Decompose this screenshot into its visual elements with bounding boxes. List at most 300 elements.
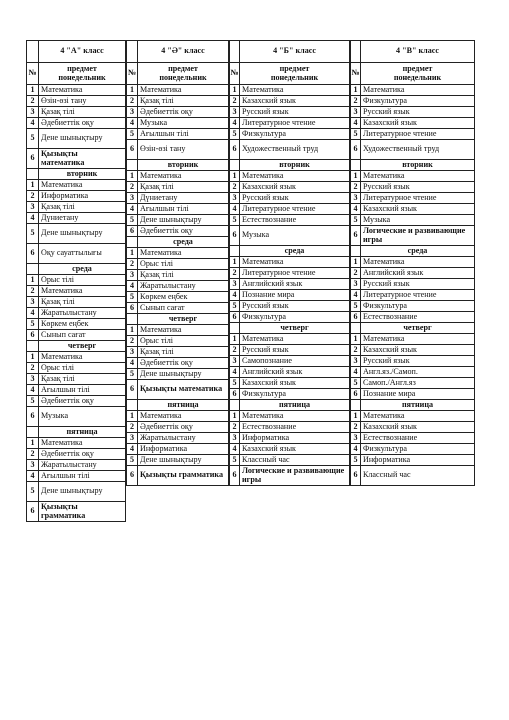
lesson-subject: Физкультура bbox=[361, 301, 475, 312]
lesson-number: 1 bbox=[351, 85, 361, 96]
lesson-number: 3 bbox=[351, 193, 361, 204]
class-4ae-schedule bbox=[126, 40, 229, 486]
subject-header bbox=[39, 63, 126, 85]
lesson-subject: Көркем еңбек bbox=[138, 292, 229, 303]
lesson-row bbox=[127, 129, 229, 140]
lesson-row bbox=[127, 226, 229, 237]
lesson-number: 5 bbox=[27, 224, 39, 244]
lesson-row bbox=[351, 107, 475, 118]
lesson-row bbox=[230, 107, 350, 118]
subject-label: предмет bbox=[67, 64, 97, 74]
lesson-subject: Математика bbox=[240, 257, 350, 268]
lesson-number: 2 bbox=[127, 336, 138, 347]
lesson-number: 1 bbox=[230, 85, 240, 96]
lesson-number: 4 bbox=[230, 204, 240, 215]
lesson-number: 1 bbox=[351, 411, 361, 422]
lesson-subject: Математика bbox=[240, 334, 350, 345]
lesson-subject: Математика bbox=[138, 85, 229, 96]
subject-label: предмет bbox=[168, 64, 198, 74]
lesson-subject: Русский язык bbox=[240, 301, 350, 312]
lesson-subject: Сынып сағат bbox=[39, 330, 126, 341]
day-header-row bbox=[351, 400, 475, 411]
lesson-number: 2 bbox=[230, 268, 240, 279]
lesson-number: 2 bbox=[27, 191, 39, 202]
lesson-number: 4 bbox=[27, 385, 39, 396]
lesson-number: 2 bbox=[127, 259, 138, 270]
lesson-number: 3 bbox=[230, 107, 240, 118]
lesson-row bbox=[27, 149, 126, 169]
lesson-row bbox=[27, 319, 126, 330]
day-spacer bbox=[27, 427, 39, 438]
lesson-row bbox=[230, 215, 350, 226]
lesson-subject: Литературное чтение bbox=[361, 193, 475, 204]
lesson-number: 6 bbox=[27, 244, 39, 264]
lesson-row bbox=[351, 129, 475, 140]
lesson-subject: Қазақ тілі bbox=[138, 347, 229, 358]
lesson-number: 4 bbox=[127, 118, 138, 129]
lesson-subject: Математика bbox=[39, 438, 126, 449]
day-label: четверг bbox=[138, 314, 229, 325]
day-header-row bbox=[27, 427, 126, 438]
lesson-row bbox=[351, 422, 475, 433]
day-header-row bbox=[351, 323, 475, 334]
lesson-subject: Қазақ тілі bbox=[138, 270, 229, 281]
lesson-subject: Дене шынықтыру bbox=[138, 455, 229, 466]
lesson-row bbox=[351, 85, 475, 96]
lesson-subject: Логические и развивающие игры bbox=[240, 466, 350, 486]
lesson-row bbox=[27, 213, 126, 224]
lesson-row bbox=[127, 281, 229, 292]
lesson-subject: Дене шынықтыру bbox=[39, 224, 126, 244]
lesson-row bbox=[127, 270, 229, 281]
lesson-row bbox=[27, 385, 126, 396]
lesson-subject: Казахский язык bbox=[240, 96, 350, 107]
lesson-row bbox=[127, 336, 229, 347]
title-spacer bbox=[127, 41, 138, 63]
lesson-subject: Музыка bbox=[240, 226, 350, 246]
lesson-subject: Познание мира bbox=[240, 290, 350, 301]
lesson-subject: Математика bbox=[240, 411, 350, 422]
lesson-row bbox=[27, 118, 126, 129]
day-spacer bbox=[127, 314, 138, 325]
lesson-subject: Орыс тілі bbox=[138, 259, 229, 270]
lesson-subject: Математика bbox=[138, 248, 229, 259]
day-label: четверг bbox=[39, 341, 126, 352]
lesson-number: 5 bbox=[127, 455, 138, 466]
day-label: четверг bbox=[240, 323, 350, 334]
lesson-number: 1 bbox=[27, 85, 39, 96]
lesson-subject: Математика bbox=[361, 411, 475, 422]
lesson-row bbox=[27, 502, 126, 522]
day-label: пятница bbox=[361, 400, 475, 411]
lesson-number: 6 bbox=[27, 149, 39, 169]
lesson-number: 5 bbox=[351, 378, 361, 389]
lesson-subject: Әдебиеттік оқу bbox=[39, 396, 126, 407]
lesson-subject: Әдебиеттік оқу bbox=[138, 107, 229, 118]
lesson-subject: Дене шынықтыру bbox=[138, 369, 229, 380]
lesson-number: 4 bbox=[351, 118, 361, 129]
lesson-number: 2 bbox=[127, 422, 138, 433]
number-header: № bbox=[230, 63, 240, 85]
lesson-number: 1 bbox=[127, 85, 138, 96]
day-label: понедельник bbox=[270, 72, 319, 82]
lesson-subject: Художественный труд bbox=[361, 140, 475, 160]
lesson-row bbox=[27, 308, 126, 319]
lesson-subject: Художественный труд bbox=[240, 140, 350, 160]
day-spacer bbox=[351, 323, 361, 334]
lesson-number: 3 bbox=[230, 356, 240, 367]
lesson-number: 4 bbox=[230, 118, 240, 129]
lesson-number: 1 bbox=[27, 275, 39, 286]
lesson-row bbox=[351, 171, 475, 182]
lesson-row bbox=[127, 411, 229, 422]
lesson-number: 6 bbox=[127, 466, 138, 486]
lesson-number: 2 bbox=[127, 182, 138, 193]
lesson-subject: Математика bbox=[361, 85, 475, 96]
lesson-number: 4 bbox=[230, 290, 240, 301]
lesson-number: 5 bbox=[127, 129, 138, 140]
lesson-row bbox=[230, 389, 350, 400]
lesson-row bbox=[230, 433, 350, 444]
day-label: пятница bbox=[138, 400, 229, 411]
lesson-subject: Русский язык bbox=[361, 107, 475, 118]
lesson-number: 3 bbox=[127, 433, 138, 444]
lesson-number: 3 bbox=[230, 279, 240, 290]
lesson-row bbox=[27, 191, 126, 202]
lesson-subject: Музыка bbox=[39, 407, 126, 427]
lesson-subject: Ағылшын тілі bbox=[138, 204, 229, 215]
lesson-row bbox=[230, 268, 350, 279]
day-label: понедельник bbox=[58, 72, 106, 82]
lesson-row bbox=[351, 301, 475, 312]
lesson-subject: Қызықты грамматика bbox=[138, 466, 229, 486]
lesson-row bbox=[127, 107, 229, 118]
lesson-row bbox=[127, 466, 229, 486]
lesson-row bbox=[351, 389, 475, 400]
lesson-subject: Казахский язык bbox=[240, 444, 350, 455]
day-header-row bbox=[127, 400, 229, 411]
lesson-number: 2 bbox=[27, 286, 39, 297]
lesson-number: 2 bbox=[351, 268, 361, 279]
lesson-number: 6 bbox=[351, 466, 361, 486]
column-header-row bbox=[27, 63, 126, 85]
lesson-number: 1 bbox=[230, 257, 240, 268]
day-label: понедельник bbox=[393, 72, 442, 82]
lesson-number: 4 bbox=[351, 444, 361, 455]
lesson-number: 5 bbox=[230, 129, 240, 140]
lesson-subject: Қызықты математика bbox=[138, 380, 229, 400]
lesson-number: 4 bbox=[230, 367, 240, 378]
lesson-row bbox=[230, 171, 350, 182]
lesson-number: 6 bbox=[230, 312, 240, 323]
lesson-number: 5 bbox=[27, 482, 39, 502]
class-title: 4 "В" класс bbox=[361, 41, 475, 63]
lesson-subject: Математика bbox=[138, 411, 229, 422]
day-label: пятница bbox=[39, 427, 126, 438]
lesson-row bbox=[127, 215, 229, 226]
lesson-number: 4 bbox=[351, 204, 361, 215]
lesson-subject: Өзін-өзі тану bbox=[138, 140, 229, 160]
lesson-subject: Русский язык bbox=[240, 345, 350, 356]
lesson-subject: Самопознание bbox=[240, 356, 350, 367]
lesson-row bbox=[27, 96, 126, 107]
lesson-row bbox=[27, 438, 126, 449]
lesson-row bbox=[27, 330, 126, 341]
lesson-number: 2 bbox=[351, 182, 361, 193]
lesson-number: 5 bbox=[27, 319, 39, 330]
day-label: среда bbox=[138, 237, 229, 248]
lesson-row bbox=[351, 279, 475, 290]
lesson-number: 1 bbox=[230, 171, 240, 182]
lesson-subject: Англ.яз./Самоп. bbox=[361, 367, 475, 378]
lesson-subject: Казахский язык bbox=[240, 182, 350, 193]
lesson-subject: Математика bbox=[240, 85, 350, 96]
lesson-row bbox=[230, 118, 350, 129]
lesson-row bbox=[230, 85, 350, 96]
lesson-row bbox=[230, 226, 350, 246]
lesson-row bbox=[351, 96, 475, 107]
day-header-row bbox=[127, 314, 229, 325]
lesson-number: 5 bbox=[27, 396, 39, 407]
lesson-number: 5 bbox=[127, 215, 138, 226]
lesson-number: 1 bbox=[351, 171, 361, 182]
lesson-row bbox=[230, 279, 350, 290]
lesson-number: 2 bbox=[230, 182, 240, 193]
class-4v-schedule bbox=[350, 40, 475, 486]
lesson-row bbox=[127, 96, 229, 107]
lesson-row bbox=[351, 378, 475, 389]
subject-label: предмет bbox=[279, 64, 310, 74]
lesson-number: 4 bbox=[230, 444, 240, 455]
lesson-row bbox=[127, 369, 229, 380]
lesson-subject: Қызықты грамматика bbox=[39, 502, 126, 522]
lesson-row bbox=[127, 303, 229, 314]
lesson-row bbox=[351, 466, 475, 486]
lesson-row bbox=[27, 449, 126, 460]
day-header-row bbox=[351, 160, 475, 171]
lesson-subject: Оқу сауаттылығы bbox=[39, 244, 126, 264]
lesson-subject: Әдебиеттік оқу bbox=[138, 358, 229, 369]
lesson-number: 1 bbox=[230, 411, 240, 422]
lesson-row bbox=[351, 411, 475, 422]
lesson-subject: Қазақ тілі bbox=[39, 202, 126, 213]
lesson-subject: Математика bbox=[39, 85, 126, 96]
lesson-row bbox=[351, 193, 475, 204]
lesson-row bbox=[351, 204, 475, 215]
lesson-row bbox=[127, 292, 229, 303]
lesson-number: 1 bbox=[127, 248, 138, 259]
lesson-subject: Информатика bbox=[39, 191, 126, 202]
lesson-number: 4 bbox=[127, 358, 138, 369]
class-title-row bbox=[351, 41, 475, 63]
subject-header bbox=[138, 63, 229, 85]
lesson-subject: Русский язык bbox=[240, 193, 350, 204]
lesson-subject: Математика bbox=[138, 171, 229, 182]
lesson-number: 2 bbox=[27, 363, 39, 374]
lesson-number: 3 bbox=[27, 107, 39, 118]
lesson-number: 5 bbox=[351, 301, 361, 312]
lesson-number: 6 bbox=[127, 140, 138, 160]
lesson-subject: Русский язык bbox=[361, 182, 475, 193]
day-spacer bbox=[351, 400, 361, 411]
day-label: пятница bbox=[240, 400, 350, 411]
lesson-subject: Классный час bbox=[361, 466, 475, 486]
lesson-number: 6 bbox=[27, 407, 39, 427]
lesson-subject: Дене шынықтыру bbox=[39, 482, 126, 502]
number-header: № bbox=[351, 63, 361, 85]
lesson-number: 6 bbox=[351, 389, 361, 400]
day-label: среда bbox=[240, 246, 350, 257]
day-label: вторник bbox=[138, 160, 229, 171]
lesson-subject: Жаратылыстану bbox=[138, 281, 229, 292]
lesson-row bbox=[127, 433, 229, 444]
title-spacer bbox=[27, 41, 39, 63]
lesson-row bbox=[127, 455, 229, 466]
lesson-row bbox=[351, 182, 475, 193]
lesson-row bbox=[351, 290, 475, 301]
day-spacer bbox=[27, 341, 39, 352]
lesson-row bbox=[351, 356, 475, 367]
number-header: № bbox=[127, 63, 138, 85]
lesson-number: 5 bbox=[127, 369, 138, 380]
lesson-row bbox=[230, 411, 350, 422]
lesson-row bbox=[351, 334, 475, 345]
lesson-number: 1 bbox=[127, 171, 138, 182]
lesson-number: 1 bbox=[351, 257, 361, 268]
lesson-row bbox=[230, 455, 350, 466]
lesson-subject: Английский язык bbox=[240, 279, 350, 290]
day-label: среда bbox=[39, 264, 126, 275]
lesson-subject: Өзін-өзі тану bbox=[39, 96, 126, 107]
lesson-subject: Казахский язык bbox=[361, 422, 475, 433]
lesson-subject: Физкультура bbox=[240, 389, 350, 400]
lesson-number: 5 bbox=[230, 378, 240, 389]
lesson-row bbox=[27, 85, 126, 96]
lesson-number: 6 bbox=[127, 226, 138, 237]
lesson-subject: Математика bbox=[39, 286, 126, 297]
lesson-subject: Литературное чтение bbox=[240, 118, 350, 129]
lesson-subject: Дүниетану bbox=[138, 193, 229, 204]
lesson-row bbox=[27, 471, 126, 482]
lesson-number: 2 bbox=[230, 422, 240, 433]
lesson-subject: Дене шынықтыру bbox=[138, 215, 229, 226]
lesson-subject: Физкультура bbox=[240, 129, 350, 140]
lesson-subject: Естествознание bbox=[361, 433, 475, 444]
lesson-subject: Жаратылыстану bbox=[39, 460, 126, 471]
lesson-row bbox=[27, 275, 126, 286]
lesson-row bbox=[230, 378, 350, 389]
lesson-subject: Логические и развивающие игры bbox=[361, 226, 475, 246]
lesson-row bbox=[27, 286, 126, 297]
lesson-number: 6 bbox=[351, 140, 361, 160]
lesson-row bbox=[127, 140, 229, 160]
day-spacer bbox=[230, 400, 240, 411]
lesson-number: 3 bbox=[27, 202, 39, 213]
lesson-number: 3 bbox=[351, 356, 361, 367]
lesson-row bbox=[230, 444, 350, 455]
column-header-row bbox=[230, 63, 350, 85]
lesson-subject: Қазақ тілі bbox=[138, 182, 229, 193]
class-title: 4 "Б" класс bbox=[240, 41, 350, 63]
lesson-row bbox=[127, 347, 229, 358]
lesson-subject: Орыс тілі bbox=[138, 336, 229, 347]
lesson-subject: Қазақ тілі bbox=[39, 297, 126, 308]
lesson-subject: Математика bbox=[361, 334, 475, 345]
day-header-row bbox=[230, 246, 350, 257]
lesson-subject: Қазақ тілі bbox=[138, 96, 229, 107]
lesson-number: 4 bbox=[351, 290, 361, 301]
day-spacer bbox=[27, 264, 39, 275]
lesson-subject: Информатика bbox=[138, 444, 229, 455]
lesson-subject: Орыс тілі bbox=[39, 275, 126, 286]
lesson-row bbox=[27, 482, 126, 502]
lesson-number: 2 bbox=[27, 96, 39, 107]
day-label: вторник bbox=[39, 169, 126, 180]
lesson-number: 2 bbox=[230, 96, 240, 107]
lesson-subject: Информатика bbox=[240, 433, 350, 444]
lesson-subject: Әдебиеттік оқу bbox=[138, 226, 229, 237]
lesson-row bbox=[351, 140, 475, 160]
lesson-subject: Дүниетану bbox=[39, 213, 126, 224]
lesson-subject: Математика bbox=[138, 325, 229, 336]
day-spacer bbox=[230, 246, 240, 257]
lesson-number: 1 bbox=[27, 352, 39, 363]
title-spacer bbox=[230, 41, 240, 63]
title-spacer bbox=[351, 41, 361, 63]
lesson-subject: Русский язык bbox=[361, 279, 475, 290]
lesson-number: 2 bbox=[230, 345, 240, 356]
class-title-row bbox=[127, 41, 229, 63]
lesson-subject: Қызықты математика bbox=[39, 149, 126, 169]
lesson-row bbox=[351, 367, 475, 378]
lesson-row bbox=[351, 118, 475, 129]
day-spacer bbox=[127, 400, 138, 411]
lesson-row bbox=[27, 107, 126, 118]
lesson-subject: Естествознание bbox=[240, 422, 350, 433]
day-header-row bbox=[27, 341, 126, 352]
lesson-row bbox=[27, 129, 126, 149]
lesson-row bbox=[351, 268, 475, 279]
class-4b-schedule bbox=[229, 40, 350, 486]
lesson-subject: Орыс тілі bbox=[39, 363, 126, 374]
class-title-row bbox=[27, 41, 126, 63]
lesson-subject: Английский язык bbox=[240, 367, 350, 378]
lesson-number: 4 bbox=[27, 471, 39, 482]
lesson-number: 4 bbox=[351, 367, 361, 378]
subject-header bbox=[240, 63, 350, 85]
lesson-row bbox=[230, 140, 350, 160]
column-header-row bbox=[351, 63, 475, 85]
lesson-number: 3 bbox=[127, 193, 138, 204]
lesson-subject: Математика bbox=[39, 180, 126, 191]
lesson-row bbox=[351, 226, 475, 246]
lesson-number: 3 bbox=[127, 107, 138, 118]
class-title: 4 "Ә" класс bbox=[138, 41, 229, 63]
lesson-number: 5 bbox=[351, 455, 361, 466]
lesson-number: 4 bbox=[127, 204, 138, 215]
day-label: понедельник bbox=[159, 72, 207, 82]
lesson-row bbox=[230, 129, 350, 140]
lesson-subject: Ағылшын тілі bbox=[39, 471, 126, 482]
lesson-row bbox=[127, 248, 229, 259]
day-header-row bbox=[230, 400, 350, 411]
day-spacer bbox=[351, 246, 361, 257]
lesson-row bbox=[127, 325, 229, 336]
lesson-number: 2 bbox=[351, 422, 361, 433]
lesson-number: 6 bbox=[230, 466, 240, 486]
lesson-subject: Математика bbox=[361, 257, 475, 268]
lesson-row bbox=[230, 312, 350, 323]
